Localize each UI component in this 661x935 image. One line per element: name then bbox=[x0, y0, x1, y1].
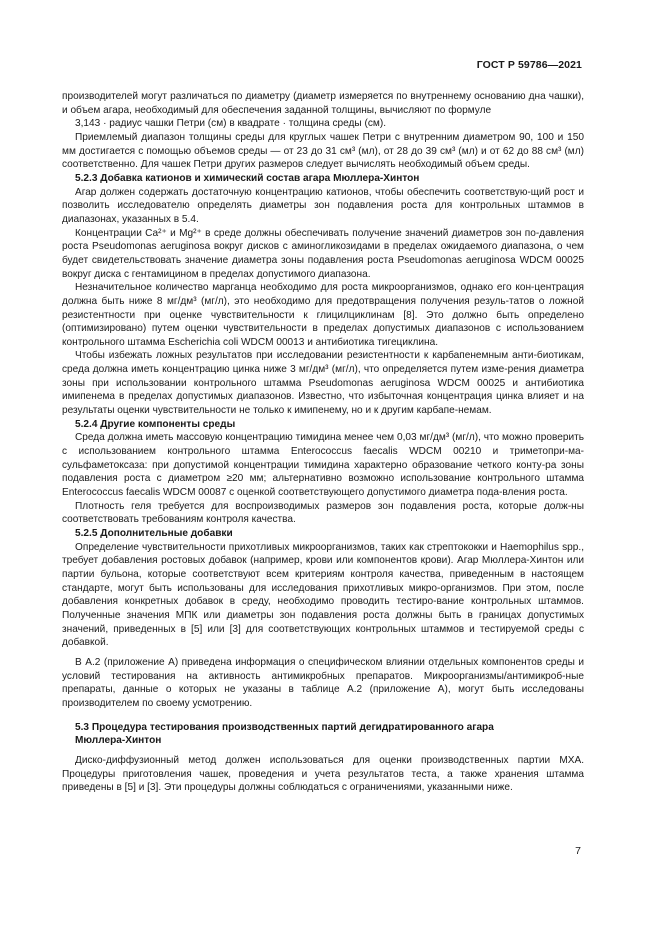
paragraph: Диско-диффузионный метод должен использоваться для оценки производственных партии МХА. Процедуры приготовления чашек, проведения и учета результатов теста, а также хранения штамма приведены в [5] и [3]. Эти процедуры должны соблюдаться с ограничениями, указанными ниже. bbox=[62, 754, 584, 794]
section-heading-5-3-line1: 5.3 Процедура тестирования производственных партий дегидратированного агара bbox=[75, 721, 494, 733]
section-heading-5-3-line2: Мюллера-Хинтон bbox=[75, 735, 162, 747]
section-heading-5-2-4: 5.2.4 Другие компоненты среды bbox=[75, 418, 236, 430]
formula: 3,143 · радиус чашки Петри (см) в квадрате · толщина среды (см). bbox=[75, 118, 386, 130]
paragraph: Плотность геля требуется для воспроизводимых размеров зон подавления роста, которые долж-ны соответствовать требованиям контроля качества. bbox=[62, 500, 584, 526]
paragraph: производителей могут различаться по диаметру (диаметр измеряется по внутреннему основанию дна чашки), и объем агара, необходимый для обеспечения заданной толщины, вычисляют по формуле bbox=[62, 91, 584, 116]
paragraph: В А.2 (приложение А) приведена информация о специфическом влиянии отдельных компонентов среды и условий тестирования на активность антимикробных препаратов. Микроорганизмы/антимикроб-ные препараты, данные о которых не указаны в таблице А.2 (приложение А), могут быть исследованы производителем по своему усмотрению. bbox=[62, 656, 584, 709]
section-heading-5-3 bbox=[62, 721, 584, 748]
section-heading-5-2-5: 5.2.5 Дополнительные добавки bbox=[75, 528, 233, 539]
paragraph: Среда должна иметь массовую концентрацию тимидина менее чем 0,03 мг/дм³ (мг/л), что можно проверить с использованием контрольного штамма Enterococcus faecalis WDCM 00210 и триметопри-ма-сульфаметоксаза: при допустимой концентрации тимидина характерно образование четкого конту-ра зоны подавления роста с диаметром ≥20 мм; альтернативно возможно использование контрольного штамма Enterococcus faecalis WDCM 00087 с оценкой соответствующего допустимого диаметра пода-вления роста. bbox=[62, 432, 584, 499]
page-body bbox=[62, 90, 584, 795]
paragraph: Приемлемый диапазон толщины среды для круглых чашек Петри с внутренним диаметром 90, 100 и 150 мм достигается с помощью объемов среды — от 23 до 31 см³ (мл), от 28 до 39 см³ (мл) и от 62 до 88 см³ (мл) соответственно. Для чашек Петри других размеров следует вычислять необходимый объем среды. bbox=[62, 131, 584, 171]
document-header: ГОСТ Р 59786—2021 bbox=[476, 59, 582, 71]
page-number: 7 bbox=[575, 845, 581, 857]
paragraph: Определение чувствительности прихотливых микроорганизмов, таких как стрептококки и Haemophilus spp., требует добавления ростовых добавок (например, крови или компонентов крови). Агар Мюллера-Хинтон или партии бульона, которые соответствуют всем критериям контроля качества, приведенным в настоящем стандарте, могут быть использованы для исследования прихотливых микро-организмов. При этом, после добавления конкретных добавок в среду, необходимо проводить тестиро-вание контрольных штаммов. Полученные значения МПК или диаметры зон подавления роста должны быть в границах допустимых значений, приведенных в [5] или [3] для соответствующих контрольных штаммов и тестируемой среды с добавкой. bbox=[62, 541, 584, 649]
paragraph: Агар должен содержать достаточную концентрацию катионов, чтобы обеспечить соответствую-щий рост и позволить исследователю определять диаметры зон подавления роста для контрольных штаммов в диапазонах, указанных в 5.4. bbox=[62, 186, 584, 225]
paragraph: Концентрации Ca²⁺ и Mg²⁺ в среде должны обеспечивать получение значений диаметров зон по-давления роста Pseudomonas aeruginosa вокруг дисков с аминогликозидами в пределах ожидаемого диапазона, о чем будет свидетельствовать значение диаметра зоны подавления роста Pseudomonas aeruginosa WDCM 00025 вокруг диска с гентамицином в пределах допустимого диапазона. bbox=[62, 227, 584, 280]
paragraph: Чтобы избежать ложных результатов при исследовании резистентности к карбапенемным анти-биотикам, среда должна иметь концентрацию цинка ниже 3 мг/дм³ (мг/л), что определяется путем изме-рения диаметра зоны при использовании контрольного штамма Pseudomonas aeruginosa WDCM 00025 и антибиотика имипенема в пределах допустимых диапазонов. Известно, что избыточная концентрация цинка влияет и на результаты оценки чувствительности не только к имипенему, но и к другим карбапе-немам. bbox=[62, 350, 584, 417]
paragraph: Незначительное количество марганца необходимо для роста микроорганизмов, однако его кон-центрация должна быть ниже 8 мг/дм³ (мг/л), это необходимо для предотвращения получения резуль-татов о ложной резистентности при оценке чувствительности к глицилциклинам [8]. Это должно быть определено (оптимизировано) путем оценки чувствительности в пределах допустимых диапазонов с использованием контрольного штамма Escherichia coli WDCM 00013 и антибиотика тигециклина. bbox=[62, 282, 584, 348]
section-heading-5-2-3: 5.2.3 Добавка катионов и химический состав агара Мюллера-Хинтон bbox=[75, 172, 420, 184]
